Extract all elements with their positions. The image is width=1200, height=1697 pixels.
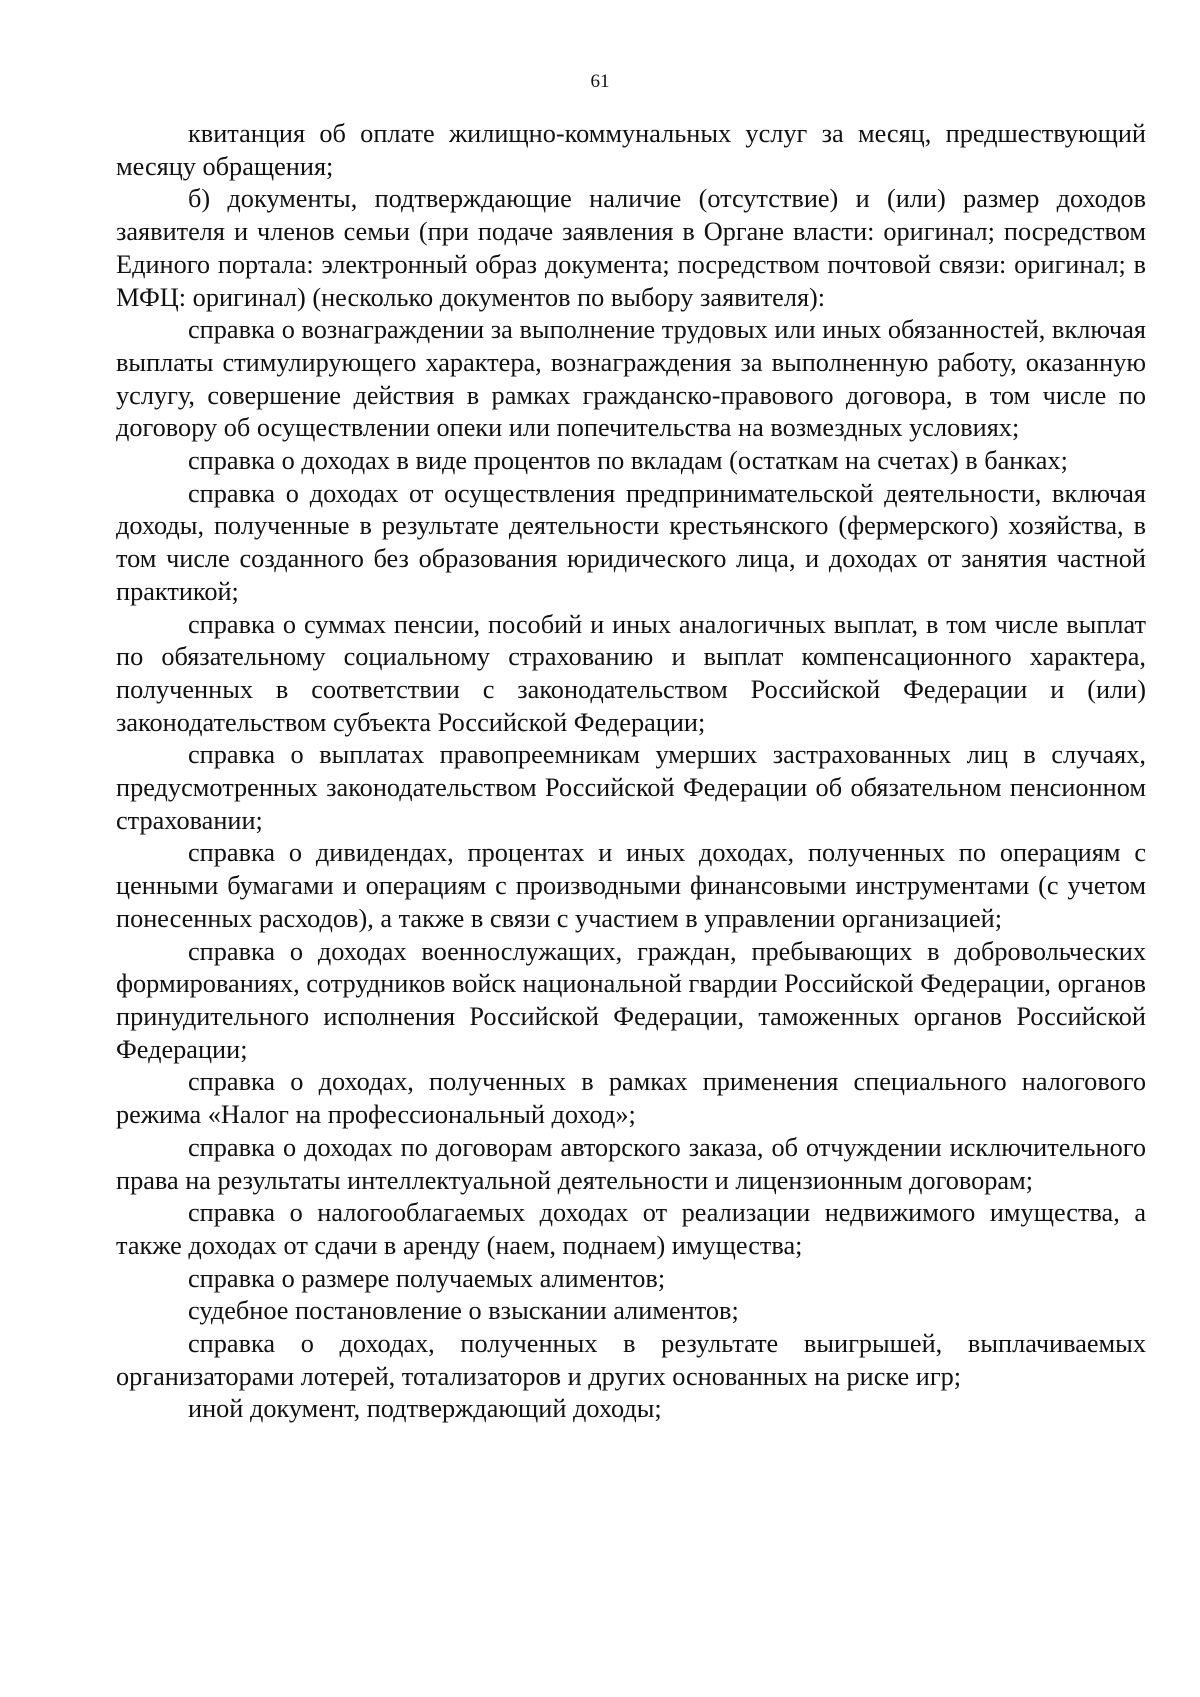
paragraph-business-income-certificate: справка о доходах от осуществления предпринимательской деятельности, включая доходы, полученные в результате деятельности крестьянского (фермерского) хозяйства, в том числе созданного без образования юридического лица, и доходах от занятия частной практикой; bbox=[116, 478, 1146, 606]
paragraph-alimony-certificate: справка о размере получаемых алиментов; bbox=[188, 1263, 666, 1293]
paragraph-successors-payments-certificate: справка о выплатах правопреемникам умерших застрахованных лиц в случаях, предусмотренных законодательством Российской Федерации об обязательном пенсионном страховании; bbox=[116, 740, 1146, 835]
paragraph-pension-benefits-certificate: справка о суммах пенсии, пособий и иных аналогичных выплат, в том числе выплат по обязательному социальному страхованию и выплат компенсационного характера, полученных в соответствии с законодательством Российской Федерации и (или) законодательством субъекта Российской Федерации; bbox=[116, 609, 1146, 737]
paragraph-remuneration-certificate: справка о вознаграждении за выполнение трудовых или иных обязанностей, включая выплаты стимулирующего характера, вознаграждения за выполненную работу, оказанную услугу, совершение действия в рамках гражданско-правового договора, в том числе по договору об осуществлении опеки или попечительства на возмездных условиях; bbox=[116, 315, 1146, 443]
paragraph-self-employed-certificate: справка о доходах, полученных в рамках применения специального налогового режима «Налог на профессиональный доход»; bbox=[116, 1067, 1146, 1130]
document-body bbox=[116, 118, 1146, 1426]
paragraph-military-income-certificate: справка о доходах военнослужащих, граждан, пребывающих в добровольческих формированиях, сотрудников войск национальной гвардии Российской Федерации, органов принудительного исполнения Российской Федерации, таможенных органов Российской Федерации; bbox=[116, 936, 1146, 1064]
paragraph-deposit-interest-certificate: справка о доходах в виде процентов по вкладам (остаткам на счетах) в банках; bbox=[188, 446, 1068, 476]
paragraph-income-documents: б) документы, подтверждающие наличие (отсутствие) и (или) размер доходов заявителя и членов семьи (при подаче заявления в Органе власти: оригинал; посредством Единого портала: электронный образ документа; посредством почтовой связи: оригинал; в МФЦ: оригинал) (несколько документов по выбору заявителя): bbox=[116, 184, 1146, 312]
paragraph-dividends-certificate: справка о дивидендах, процентах и иных доходах, полученных по операциям с ценными бумагами и операциям с производными финансовыми инструментами (с учетом понесенных расходов), а также в связи с участием в управлении организацией; bbox=[116, 838, 1146, 933]
paragraph-property-income-certificate: справка о налогооблагаемых доходах от реализации недвижимого имущества, а также доходах от сдачи в аренду (наем, поднаем) имущества; bbox=[116, 1198, 1146, 1260]
paragraph-alimony-court-order: судебное постановление о взыскании алиментов; bbox=[188, 1296, 739, 1326]
paragraph-utility-receipt: квитанция об оплате жилищно-коммунальных услуг за месяц, предшествующий месяцу обращения; bbox=[116, 119, 1146, 181]
paragraph-winnings-certificate: справка о доходах, полученных в результате выигрышей, выплачиваемых организаторами лотерей, тотализаторов и других основанных на риске игр; bbox=[116, 1329, 1146, 1391]
paragraph-copyright-certificate: справка о доходах по договорам авторского заказа, об отчуждении исключительного права на результаты интеллектуальной деятельности и лицензионным договорам; bbox=[116, 1132, 1146, 1195]
paragraph-other-income-document: иной документ, подтверждающий доходы; bbox=[188, 1394, 662, 1424]
page-number: 61 bbox=[590, 71, 610, 92]
